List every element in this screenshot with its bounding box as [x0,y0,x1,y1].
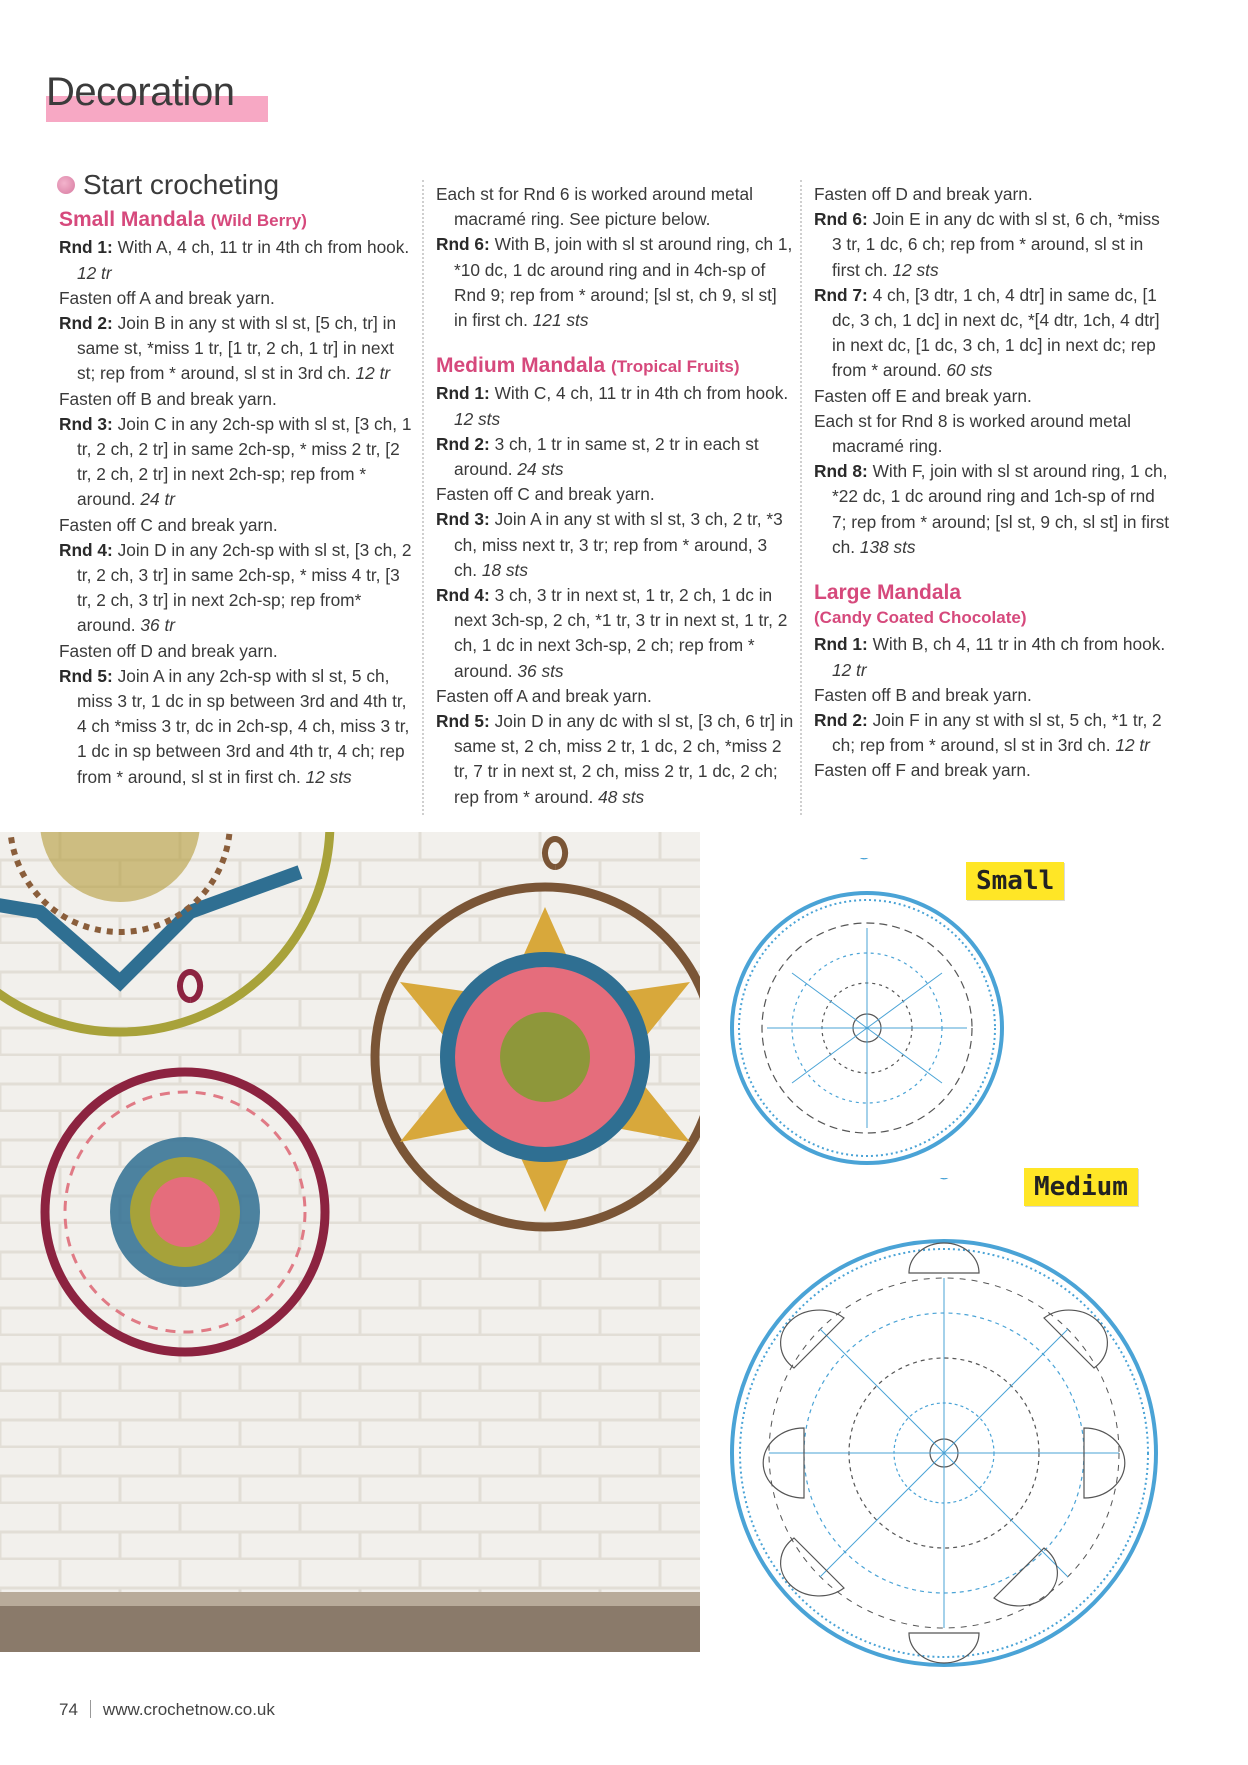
page-number: 74 [59,1700,78,1719]
large-mandala-subtitle: (Candy Coated Chocolate) [814,608,1027,628]
medium-mandala-steps-continued [814,182,1172,560]
medium-mandala-steps [436,381,794,809]
pattern-round [436,432,794,482]
round-instructions: 3 ch, 1 tr in same st, 2 tr in each st around. [454,433,759,480]
stitch-count: 36 sts [517,660,564,681]
stitch-count: 48 sts [598,786,645,807]
footer-separator [90,1700,91,1718]
large-mandala-title: Large Mandala [814,581,962,605]
pattern-note: Fasten off A and break yarn. [59,287,275,308]
round-instructions: Join B in any st with sl st, [5 ch, tr] in same st, *miss 1 tr, [1 tr, 2 ch, 1 tr] in next st; rep from * around, sl st in 3rd ch. [77,313,397,384]
pattern-round [59,664,414,790]
round-label: Rnd 1: [436,383,490,404]
pattern-round [59,311,414,387]
stitch-count: 12 sts [305,766,352,787]
round-label: Rnd 6: [814,209,868,230]
round-label: Rnd 6: [436,234,490,255]
column-divider [422,180,424,815]
start-heading [57,169,414,200]
round-label: Rnd 4: [59,539,113,560]
pattern-round [814,459,1172,560]
start-heading-text: Start crocheting [83,169,280,200]
pattern-note: Fasten off D and break yarn. [814,184,1033,204]
yarn-ball-icon [57,176,75,194]
pattern-round [436,709,794,810]
round-instructions: 3 ch, 3 tr in next st, 1 tr, 2 ch, 1 dc in next 3ch-sp, 2 ch, *1 tr, 3 tr in next st, 1 tr, 2 ch, 1 dc in next 3ch-sp, 2 ch; rep from * around. [454,585,788,681]
website-link[interactable]: www.crochetnow.co.uk [102,1700,275,1719]
large-mandala-steps [814,632,1172,783]
stitch-count: 12 tr [355,363,391,384]
round-instructions: 4 ch, [3 dtr, 1 ch, 4 dtr] in same dc, [1 dc, 3 ch, 1 dc] in next dc, *[4 dtr, 1ch, 4 dtr] in next dc, [1 dc, 3 ch, 1 dc] in next dc; rep from * around. [832,284,1160,381]
round-label: Rnd 1: [59,237,113,258]
pattern-note: Fasten off B and break yarn. [814,684,1032,705]
round-instructions: Join A in any 2ch-sp with sl st, 5 ch, miss 3 tr, 1 dc in sp between 3rd and 4th tr, 4 ch *miss 3 tr, dc in 2ch-sp, 4 ch, miss 3 tr, 1 dc in sp between 3rd and 4th tr, 4 ch; rep from * around, sl st in first ch. [77,665,410,787]
pattern-round [436,507,794,583]
pattern-note: Fasten off C and break yarn. [59,514,278,535]
round-label: Rnd 3: [436,509,490,530]
medium-mandala-title: Medium Mandala (Tropical Fruits) [436,354,740,378]
page-footer [59,1700,275,1720]
pattern-note: Fasten off B and break yarn. [59,388,277,409]
pattern-note: Fasten off D and break yarn. [59,640,278,661]
stitch-count: 24 tr [140,489,176,510]
stitch-count: 12 tr [1115,735,1150,756]
pattern-note: Fasten off A and break yarn. [436,685,652,706]
round-instructions: Join E in any dc with sl st, 6 ch, *miss 3 tr, 1 dc, 6 ch; rep from * around, sl st in first ch. [832,209,1160,280]
pattern-note: Each st for Rnd 8 is worked around metal macramé ring. [814,410,1131,457]
small-mandala-title: Small Mandala (Wild Berry) [59,208,307,232]
pattern-note: Fasten off C and break yarn. [436,484,655,505]
stitch-count: 121 sts [532,310,589,331]
round-label: Rnd 2: [814,710,868,731]
column-1 [59,169,414,790]
round-instructions: With F, join with sl st around ring, 1 ch, *22 dc, 1 dc around ring and 1ch-sp of rnd 7; rep from * around; [sl st, 9 ch, sl st] in first ch. [832,461,1170,557]
pattern-note: Fasten off F and break yarn. [814,760,1031,781]
pattern-round [814,708,1172,758]
column-divider [800,180,802,815]
stitch-count: 60 sts [946,360,993,381]
pattern-round [814,207,1172,283]
small-chart-label: Small [966,862,1064,900]
pattern-round [436,232,794,333]
round-instructions: Join C in any 2ch-sp with sl st, [3 ch, 1 tr, 2 ch, 2 tr] in same 2ch-sp, * miss 2 tr, [2 tr, 2 ch, 2 tr] in next 2ch-sp; rep from * around. [77,413,412,510]
round-label: Rnd 3: [59,413,113,434]
round-label: Rnd 5: [436,711,490,732]
round-instructions: Join D in any 2ch-sp with sl st, [3 ch, 2 tr, 2 ch, 3 tr] in same 2ch-sp, * miss 4 tr, [3 tr, 2 ch, 3 tr] in next 2ch-sp; rep from* around. [77,539,412,636]
stitch-count: 12 sts [892,259,939,280]
pattern-round [436,583,794,684]
pattern-round [814,632,1172,682]
medium-chart-label: Medium [1024,1168,1138,1206]
stitch-count: 24 sts [517,459,564,480]
stitch-count: 12 tr [832,659,867,680]
stitch-count: 12 tr [77,262,112,283]
round-instructions: Join A in any st with sl st, 3 ch, 2 tr, *3 ch, miss next tr, 3 tr; rep from * around, 3 ch. [454,509,783,580]
round-instructions: With C, 4 ch, 11 tr in 4th ch from hook. [489,383,789,404]
round-label: Rnd 1: [814,634,868,655]
small-mandala-steps-continued [436,182,794,333]
pattern-note: Each st for Rnd 6 is worked around metal macramé ring. See picture below. [436,184,753,230]
stitch-count: 138 sts [859,536,916,557]
pattern-round [59,412,414,513]
stitch-count: 12 sts [454,408,501,429]
column-3 [814,182,1172,784]
round-instructions: With B, ch 4, 11 tr in 4th ch from hook. [867,634,1166,655]
column-2 [436,182,794,810]
pattern-round [59,538,414,639]
pattern-note: Fasten off E and break yarn. [814,385,1032,406]
stitch-count: 18 sts [481,559,528,580]
round-instructions: With B, join with sl st around ring, ch 1, *10 dc, 1 dc around ring and in 4ch-sp of Rnd 9; rep from * around; [sl st, ch 9, sl st] in first ch. [454,234,793,331]
small-mandala-steps [59,235,414,789]
round-label: Rnd 7: [814,284,868,305]
stitch-count: 36 tr [140,615,176,636]
round-label: Rnd 2: [59,313,113,334]
medium-mandala-chart [714,1178,1164,1688]
round-instructions: Join F in any st with sl st, 5 ch, *1 tr, 2 ch; rep from * around, sl st in 3rd ch. [832,710,1162,756]
small-mandala-chart [722,858,1012,1168]
pattern-round [436,381,794,431]
section-header [46,70,234,115]
pattern-round [59,235,414,285]
mandalas-photo [0,832,700,1652]
section-title: Decoration [46,70,235,114]
pattern-round [814,283,1172,384]
round-label: Rnd 4: [436,585,490,606]
round-label: Rnd 5: [59,665,113,686]
round-instructions: Join D in any dc with sl st, [3 ch, 6 tr] in same st, 2 ch, miss 2 tr, 1 dc, 2 ch, *miss 2 tr, 7 tr in next st, 2 ch, miss 2 tr, 1 dc, 2 ch; rep from * around. [454,711,794,807]
round-instructions: With A, 4 ch, 11 tr in 4th ch from hook. [112,237,410,258]
round-label: Rnd 8: [814,461,868,482]
round-label: Rnd 2: [436,433,490,454]
